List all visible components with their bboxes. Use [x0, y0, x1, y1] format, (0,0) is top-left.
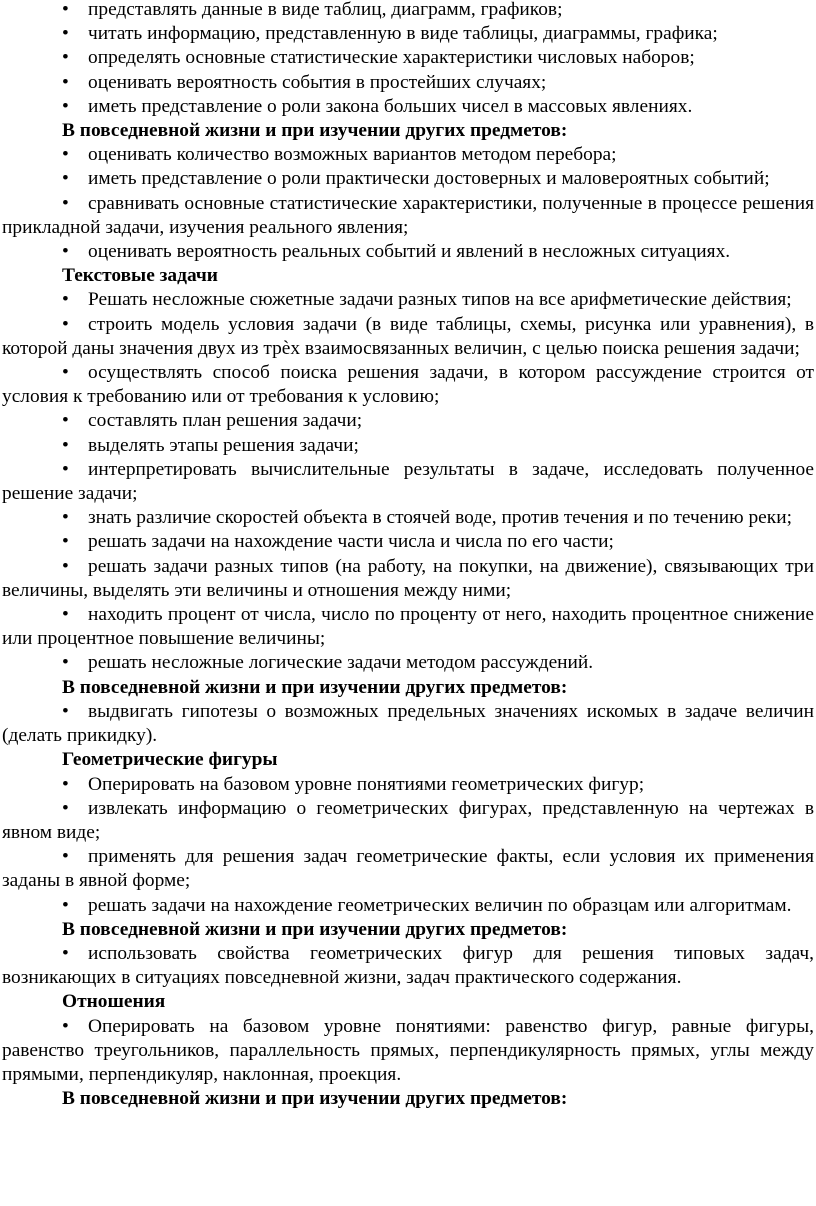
bullet-icon: •: [62, 458, 69, 480]
list-item-text: представлять данные в виде таблиц, диаграмм, графиков;: [88, 0, 563, 20]
bullet-icon: •: [62, 410, 69, 432]
bullet-icon: •: [62, 168, 69, 190]
list-item: [2, 603, 814, 651]
list-item: [2, 167, 814, 191]
bullet-icon: •: [62, 313, 69, 335]
bullet-icon: •: [62, 47, 69, 69]
list-item: [2, 409, 814, 433]
list-item: [2, 288, 814, 312]
list-item: [2, 0, 814, 22]
bullet-icon: •: [62, 434, 69, 456]
list-item-text: применять для решения задач геометрические факты, если условия их применения заданы в явной форме;: [2, 846, 814, 892]
list-item-text: составлять план решения задачи;: [88, 410, 363, 432]
list-item-text: оценивать вероятность реальных событий и явлений в несложных ситуациях.: [88, 241, 731, 263]
section-heading: В повседневной жизни и при изучении других предметов:: [62, 1088, 568, 1110]
bullet-icon: •: [62, 700, 69, 722]
list-item: [2, 143, 814, 167]
list-item: [2, 773, 814, 797]
list-item-text: Оперировать на базовом уровне понятиями: равенство фигур, равные фигуры, равенство треугольников, параллельность прямых, перпендикулярность прямых, углы между прямыми, перпендикуляр, наклонная, проекция.: [2, 1015, 814, 1085]
list-item-text: иметь представление о роли закона больших чисел в массовых явлениях.: [88, 95, 693, 117]
section-heading: Геометрические фигуры: [62, 749, 278, 771]
bullet-icon: •: [62, 773, 69, 795]
bullet-icon: •: [62, 942, 69, 964]
section-heading: В повседневной жизни и при изучении других предметов:: [62, 918, 568, 940]
list-item: [2, 1015, 814, 1088]
list-item: [2, 530, 814, 554]
list-item-text: интерпретировать вычислительные результаты в задаче, исследовать полученное решение задачи;: [2, 458, 814, 505]
list-item: [2, 313, 814, 361]
section-heading: Отношения: [62, 991, 166, 1013]
list-item-text: выделять этапы решения задачи;: [88, 434, 359, 456]
bullet-icon: •: [62, 894, 69, 916]
bullet-icon: •: [62, 23, 69, 45]
list-item-text: оценивать количество возможных вариантов методом перебора;: [88, 144, 617, 166]
list-item: [2, 192, 814, 240]
bullet-icon: •: [62, 192, 69, 214]
section-heading: В повседневной жизни и при изучении других предметов:: [62, 120, 568, 142]
list-item: [2, 555, 814, 603]
list-item-text: сравнивать основные статистические характеристики, полученные в процессе решения прикладной задачи, изучения реального явления;: [2, 192, 814, 238]
list-item-text: решать задачи разных типов (на работу, на покупки, на движение), связывающих три величины, выделять эти величины и отношения между ними;: [2, 555, 814, 601]
list-item: [2, 651, 814, 675]
list-item: [2, 845, 814, 893]
list-item-text: Решать несложные сюжетные задачи разных типов на все арифметические действия;: [88, 289, 792, 311]
bullet-icon: •: [62, 797, 69, 819]
list-item: [2, 458, 814, 506]
bullet-icon: •: [62, 362, 69, 384]
list-item: [2, 240, 814, 264]
list-item: [2, 22, 814, 46]
bullet-icon: •: [62, 241, 69, 263]
list-item-text: осуществлять способ поиска решения задачи, в котором рассуждение строится от условия к требованию или от требования к условию;: [2, 362, 814, 408]
list-item-text: знать различие скоростей объекта в стоячей воде, против течения и по течению реки;: [88, 507, 792, 529]
list-item: [2, 434, 814, 458]
list-item: [2, 894, 814, 918]
list-item: [2, 361, 814, 409]
list-item-text: находить процент от числа, число по проценту от него, находить процентное снижение или процентное повышение величины;: [2, 604, 814, 650]
bullet-icon: •: [62, 652, 69, 674]
bullet-icon: •: [62, 846, 69, 868]
list-item-text: оценивать вероятность события в простейших случаях;: [88, 71, 547, 93]
bullet-icon: •: [62, 531, 69, 553]
list-item-text: иметь представление о роли практически достоверных и маловероятных событий;: [88, 168, 770, 190]
list-item-text: решать задачи на нахождение геометрических величин по образцам или алгоритмам.: [88, 894, 792, 916]
section-heading: Текстовые задачи: [62, 265, 218, 287]
list-item-text: выдвигать гипотезы о возможных предельных значениях искомых в задаче величин (делать прикидку).: [2, 700, 814, 747]
list-item-text: решать задачи на нахождение части числа и числа по его части;: [88, 531, 614, 553]
bullet-icon: •: [62, 555, 69, 577]
list-item: [2, 71, 814, 95]
list-item: [2, 46, 814, 70]
list-item-text: читать информацию, представленную в виде таблицы, диаграммы, графика;: [88, 23, 718, 45]
bullet-icon: •: [62, 71, 69, 93]
bullet-icon: •: [62, 1015, 69, 1037]
list-item: [2, 797, 814, 845]
list-item-text: определять основные статистические характеристики числовых наборов;: [88, 47, 695, 69]
bullet-icon: •: [62, 289, 69, 311]
bullet-icon: •: [62, 95, 69, 117]
list-item-text: решать несложные логические задачи методом рассуждений.: [88, 652, 594, 674]
bullet-icon: •: [62, 144, 69, 166]
list-item: [2, 95, 814, 119]
list-item-text: извлекать информацию о геометрических фигурах, представленную на чертежах в явном виде;: [2, 797, 814, 843]
section-heading: В повседневной жизни и при изучении других предметов:: [62, 676, 568, 698]
bullet-icon: •: [62, 604, 69, 626]
list-item-text: Оперировать на базовом уровне понятиями геометрических фигур;: [88, 773, 645, 795]
list-item: [2, 700, 814, 748]
bullet-icon: •: [62, 0, 69, 20]
list-item: [2, 942, 814, 990]
bullet-icon: •: [62, 507, 69, 529]
list-item-text: строить модель условия задачи (в виде таблицы, схемы, рисунка или уравнения), в которой даны значения двух из трѐх взаимосвязанных величин, с целью поиска решения задачи;: [2, 313, 814, 359]
list-item-text: использовать свойства геометрических фигур для решения типовых задач, возникающих в ситуациях повседневной жизни, задач практического содержания.: [2, 942, 814, 989]
list-item: [2, 506, 814, 530]
